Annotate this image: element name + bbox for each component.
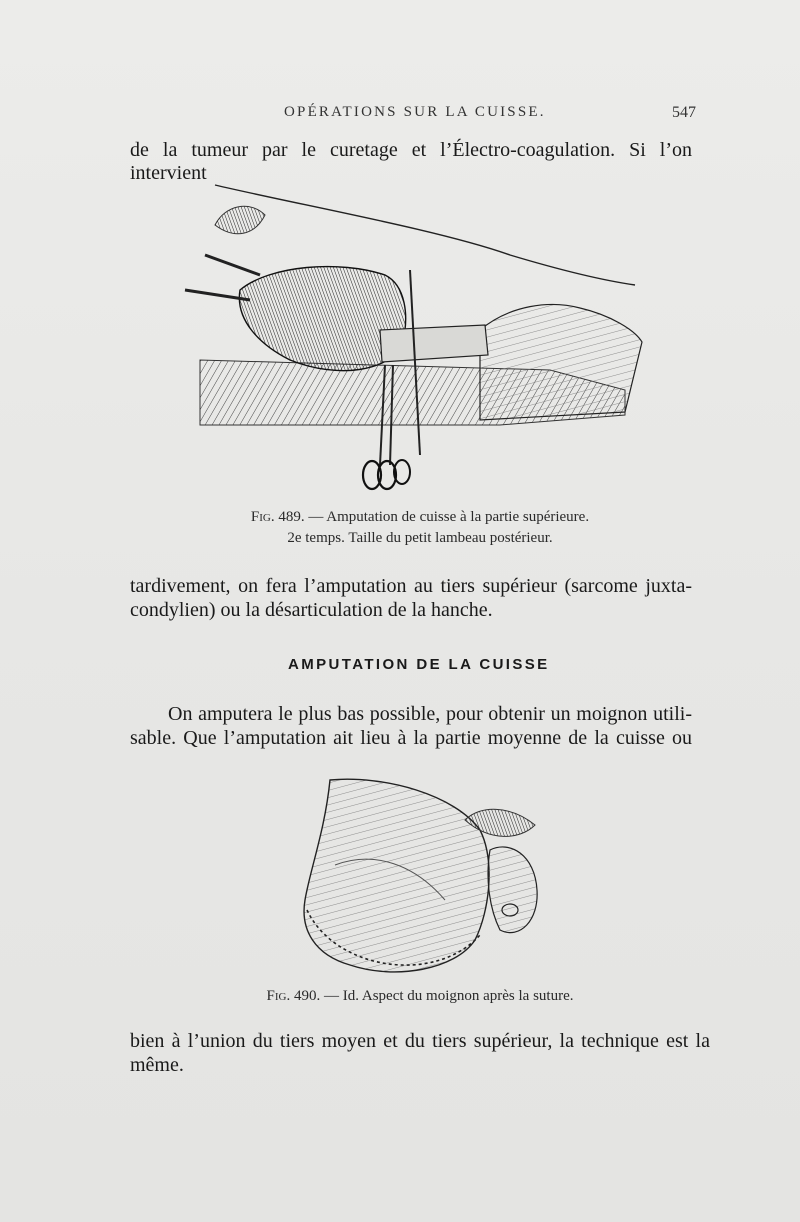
figure-489-label: Fig. 489. bbox=[250, 509, 305, 525]
body-line: tardivement, on fera l’amputation au tiers supérieur (sarcome juxta- bbox=[130, 575, 692, 597]
figure-489-caption-line-1 bbox=[220, 509, 620, 526]
running-head: OPÉRATIONS SUR LA CUISSE. bbox=[284, 104, 546, 120]
figure-489-illustration bbox=[180, 180, 650, 500]
figure-489-caption-text: — Amputation de cuisse à la partie supérieure. bbox=[304, 509, 590, 525]
page-number: 547 bbox=[672, 104, 696, 121]
body-line: condylien) ou la désarticulation de la hanche. bbox=[130, 599, 493, 621]
body-line: bien à l’union du tiers moyen et du tiers supérieur, la technique est la bbox=[130, 1030, 710, 1052]
figure-490-illustration bbox=[295, 770, 550, 985]
figure-490-caption-text: — Id. Aspect du moignon après la suture. bbox=[320, 988, 574, 1004]
body-line: même. bbox=[130, 1054, 184, 1076]
body-line: On amputera le plus bas possible, pour obtenir un moignon utili- bbox=[168, 703, 692, 725]
figure-490-caption bbox=[220, 988, 620, 1005]
section-heading: AMPUTATION DE LA CUISSE bbox=[288, 656, 550, 673]
body-line: de la tumeur par le curetage et l’Électro-coagulation. Si l’on intervient bbox=[130, 139, 692, 184]
figure-490-label: Fig. 490. bbox=[266, 988, 321, 1004]
figure-489-caption-line-2: 2e temps. Taille du petit lambeau postérieur. bbox=[287, 530, 553, 546]
body-line: sable. Que l’amputation ait lieu à la partie moyenne de la cuisse ou bbox=[130, 727, 692, 749]
